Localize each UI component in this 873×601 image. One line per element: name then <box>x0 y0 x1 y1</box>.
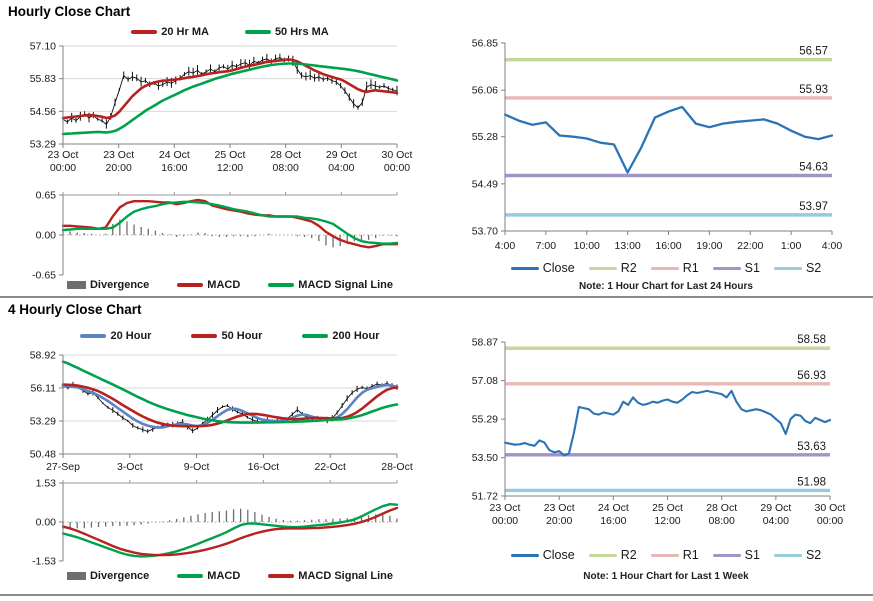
x-tick-label: 25 Oct <box>214 149 246 161</box>
legend-item-divergence <box>67 279 149 291</box>
hourly-macd-legend <box>63 279 397 291</box>
legend-item-s1 <box>713 548 760 562</box>
series-line-macd <box>63 504 397 556</box>
x-tick-label: 00:00 <box>491 515 519 527</box>
legend-label: S2 <box>805 548 822 562</box>
legend-label: S2 <box>805 261 822 275</box>
legend-swatch-20hr-ma <box>131 30 157 34</box>
y-tick-label: 55.28 <box>471 131 498 144</box>
series-line-close <box>505 391 830 456</box>
legend-label: R1 <box>682 548 699 562</box>
x-tick-label: 24 Oct <box>158 149 190 161</box>
hourly-pivot-legend <box>466 261 866 275</box>
x-tick-label: 12:00 <box>216 162 244 174</box>
four-hourly-macd-legend <box>63 570 397 582</box>
x-tick-label: 23 Oct <box>103 149 135 161</box>
legend-item-s1 <box>713 261 760 275</box>
x-tick-label: 20:00 <box>105 162 132 174</box>
legend-swatch-s2 <box>774 554 802 557</box>
legend-label: 200 Hour <box>332 330 380 342</box>
weekly-pivot-legend <box>466 548 866 562</box>
four-hourly-chart-title: 4 Hourly Close Chart <box>8 302 142 317</box>
legend-label: 50 Hrs MA <box>274 26 329 38</box>
legend-label: MACD <box>207 570 241 582</box>
legend-label: MACD Signal Line <box>298 279 394 291</box>
legend-label: MACD Signal Line <box>298 570 394 582</box>
y-tick-label: 56.11 <box>30 382 56 395</box>
x-tick-label: 16:00 <box>161 162 188 174</box>
y-tick-label: 1.53 <box>35 477 56 490</box>
x-tick-label: 16:00 <box>600 515 627 527</box>
y-tick-label: -1.53 <box>32 555 56 568</box>
level-label-S1: 54.63 <box>799 161 828 174</box>
legend-item-s2 <box>774 261 821 275</box>
x-tick-label: 7:00 <box>535 240 557 252</box>
legend-swatch-50hour <box>191 334 217 338</box>
legend-label: 50 Hour <box>221 330 263 342</box>
y-tick-label: 57.08 <box>471 375 498 388</box>
y-tick-label: 53.70 <box>471 225 498 238</box>
x-tick-label: 3-Oct <box>116 461 143 473</box>
legend-swatch-r2 <box>589 267 617 270</box>
four-hourly-price-legend <box>63 330 397 342</box>
y-tick-label: 53.29 <box>29 415 56 428</box>
legend-swatch-divergence <box>67 572 86 580</box>
x-tick-label: 23 Oct <box>489 502 521 514</box>
legend-item-s2 <box>774 548 821 562</box>
legend-item-r1 <box>651 261 699 275</box>
level-label-S1: 53.63 <box>797 440 826 453</box>
y-tick-label: 55.83 <box>29 73 56 86</box>
legend-swatch-s1 <box>713 554 741 557</box>
y-tick-label: 0.00 <box>35 229 56 242</box>
x-tick-label: 04:00 <box>328 162 355 174</box>
x-tick-label: 28 Oct <box>706 502 738 514</box>
series-line-close <box>505 107 832 173</box>
legend-item-20hour <box>80 330 151 342</box>
legend-swatch-divergence <box>67 281 86 289</box>
x-tick-label: 24 Oct <box>597 502 629 514</box>
series-line-50-hrs-ma <box>63 64 397 135</box>
x-tick-label: 27-Sep <box>46 461 80 473</box>
legend-label: Close <box>542 261 575 275</box>
legend-label: MACD <box>207 279 241 291</box>
legend-item-r2 <box>589 261 637 275</box>
y-tick-label: 54.49 <box>471 178 498 191</box>
x-tick-label: 29 Oct <box>760 502 792 514</box>
x-tick-label: 19:00 <box>696 240 723 252</box>
legend-label: R1 <box>682 261 699 275</box>
weekly-pivot-note: Note: 1 Hour Chart for Last 1 Week <box>583 571 749 582</box>
y-tick-label: 54.56 <box>29 105 56 118</box>
level-label-S2: 51.98 <box>797 476 826 489</box>
legend-item-macd <box>177 570 240 582</box>
legend-swatch-s2 <box>774 267 802 270</box>
legend-label: Close <box>542 548 575 562</box>
hourly-pivot-note: Note: 1 Hour Chart for Last 24 Hours <box>579 281 753 292</box>
y-tick-label: 56.85 <box>471 37 498 50</box>
weekly-pivot-chart <box>436 330 873 530</box>
x-tick-label: 4:00 <box>821 240 843 252</box>
legend-item-r2 <box>589 548 637 562</box>
x-tick-label: 13:00 <box>614 240 641 252</box>
y-tick-label: 53.50 <box>471 452 498 465</box>
x-tick-label: 16-Oct <box>247 461 280 473</box>
four-hourly-macd-chart <box>0 476 436 571</box>
x-tick-label: 08:00 <box>272 162 299 174</box>
hourly-price-chart <box>0 40 436 185</box>
legend-label: Divergence <box>89 570 150 582</box>
level-label-R2: 56.57 <box>799 45 828 58</box>
legend-swatch-macd-signal <box>268 283 294 287</box>
hourly-macd-chart <box>0 188 436 283</box>
x-tick-label: 00:00 <box>49 162 77 174</box>
x-tick-label: 9-Oct <box>183 461 210 473</box>
legend-item-r1 <box>651 548 699 562</box>
legend-label: Divergence <box>89 279 150 291</box>
x-tick-label: 30 Oct <box>381 149 413 161</box>
level-label-R1: 56.93 <box>797 369 826 382</box>
x-tick-label: 1:00 <box>780 240 802 252</box>
y-tick-label: 0.65 <box>35 189 56 202</box>
x-tick-label: 23 Oct <box>543 502 575 514</box>
hourly-close-panel <box>0 0 436 296</box>
x-tick-label: 12:00 <box>654 515 681 527</box>
series-close-line <box>63 58 397 125</box>
four-hourly-price-chart <box>0 348 436 483</box>
x-tick-label: 28-Oct <box>381 461 413 473</box>
series-line-200-hour <box>63 362 397 423</box>
level-label-R2: 58.58 <box>797 334 826 347</box>
legend-label: R2 <box>620 548 637 562</box>
legend-swatch-50hrs-ma <box>245 30 271 34</box>
x-tick-label: 22:00 <box>737 240 764 252</box>
x-tick-label: 29 Oct <box>325 149 357 161</box>
legend-label: 20 Hr MA <box>161 26 209 38</box>
legend-swatch-s1 <box>713 267 741 270</box>
x-tick-label: 28 Oct <box>270 149 302 161</box>
legend-swatch-r1 <box>651 267 679 270</box>
hourly-chart-title: Hourly Close Chart <box>8 4 131 19</box>
x-tick-label: 30 Oct <box>814 502 846 514</box>
y-tick-label: 56.06 <box>471 84 498 97</box>
weekly-pivot-panel <box>436 298 873 592</box>
legend-item-50hrs-ma <box>245 26 329 38</box>
legend-item-macd-signal <box>268 279 393 291</box>
legend-item-macd <box>177 279 240 291</box>
level-label-R1: 55.93 <box>799 83 828 96</box>
four-hourly-close-panel <box>0 298 436 592</box>
level-label-S2: 53.97 <box>799 200 828 213</box>
legend-item-divergence <box>67 570 149 582</box>
hourly-price-legend <box>63 26 397 38</box>
legend-item-macd-signal <box>268 570 393 582</box>
legend-label: 20 Hour <box>110 330 152 342</box>
legend-item-200hour <box>302 330 379 342</box>
legend-swatch-200hour <box>302 334 328 338</box>
x-tick-label: 00:00 <box>383 162 411 174</box>
y-tick-label: 58.87 <box>471 336 498 349</box>
x-tick-label: 00:00 <box>816 515 844 527</box>
x-tick-label: 04:00 <box>762 515 789 527</box>
legend-swatch-macd-signal <box>268 574 294 578</box>
legend-item-50hour <box>191 330 262 342</box>
legend-swatch-close <box>511 267 539 270</box>
y-tick-label: 0.00 <box>35 516 56 529</box>
y-tick-label: -0.65 <box>32 269 56 282</box>
x-tick-label: 4:00 <box>494 240 516 252</box>
legend-swatch-macd <box>177 574 203 578</box>
hourly-pivot-panel <box>436 0 873 296</box>
legend-item-close <box>511 261 575 275</box>
x-tick-label: 16:00 <box>655 240 682 252</box>
legend-swatch-macd <box>177 283 203 287</box>
legend-swatch-20hour <box>80 334 106 338</box>
x-tick-label: 25 Oct <box>652 502 683 514</box>
legend-label: S1 <box>744 548 760 562</box>
legend-item-close <box>511 548 575 562</box>
legend-swatch-r2 <box>589 554 617 557</box>
legend-item-20hr-ma <box>131 26 209 38</box>
x-tick-label: 22-Oct <box>314 461 346 473</box>
legend-label: S1 <box>744 261 760 275</box>
y-tick-label: 51.72 <box>471 490 498 503</box>
x-tick-label: 23 Oct <box>47 149 79 161</box>
y-tick-label: 57.10 <box>29 40 56 53</box>
y-tick-label: 53.29 <box>29 138 56 151</box>
x-tick-label: 20:00 <box>546 515 573 527</box>
x-tick-label: 10:00 <box>573 240 600 252</box>
legend-label: R2 <box>620 261 637 275</box>
bottom-divider <box>0 594 873 596</box>
x-tick-label: 08:00 <box>708 515 735 527</box>
legend-swatch-r1 <box>651 554 679 557</box>
hourly-pivot-chart <box>436 36 873 261</box>
y-tick-label: 58.92 <box>29 349 56 362</box>
y-tick-label: 55.29 <box>471 413 498 426</box>
y-tick-label: 50.48 <box>29 448 56 461</box>
legend-swatch-close <box>511 554 539 557</box>
